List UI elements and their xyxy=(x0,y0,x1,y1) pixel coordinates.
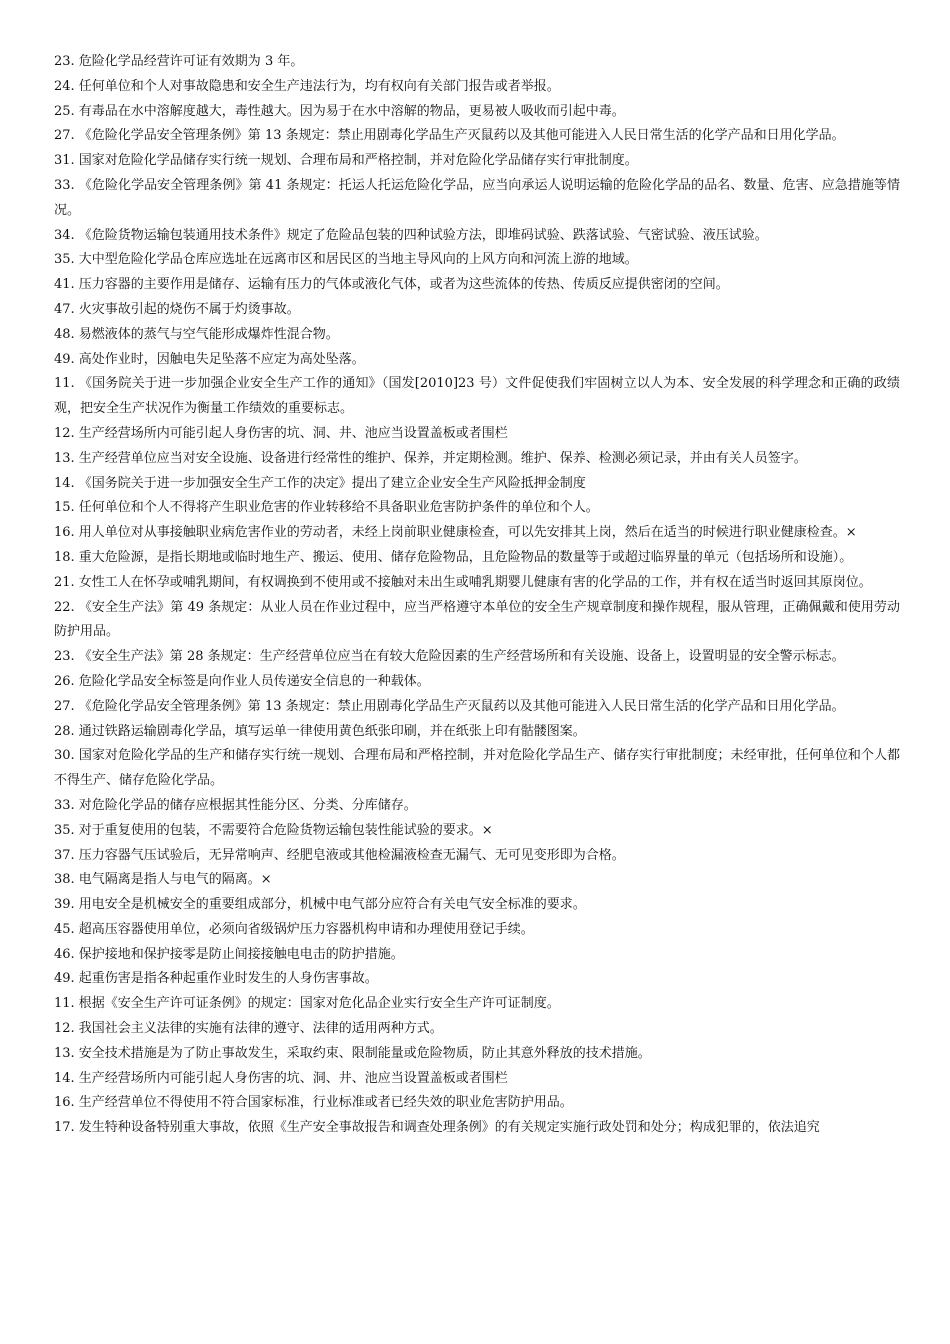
list-item: 31. 国家对危险化学品储存实行统一规划、合理布局和严格控制，并对危险化学品储存实行审批制度。 xyxy=(54,153,638,169)
list-item: 14. 生产经营场所内可能引起人身伤害的坑、洞、井、池应当设置盖板或者围栏 xyxy=(54,1070,508,1086)
document-page xyxy=(54,50,900,1141)
list-item: 34. 《危险货物运输包装通用技术条件》规定了危险品包装的四种试验方法，即堆码试验、跌落试验、气密试验、液压试验。 xyxy=(54,227,768,243)
list-item: 28. 通过铁路运输剧毒化学品，填写运单一律使用黄色纸张印刷，并在纸张上印有骷髅图案。 xyxy=(54,723,586,739)
list-item: 22. 《安全生产法》第 49 条规定：从业人员在作业过程中，应当严格遵守本单位的安全生产规章制度和操作规程，服从管理，正确佩戴和使用劳动防护用品。 xyxy=(54,599,900,640)
list-item: 13. 安全技术措施是为了防止事故发生，采取约束、限制能量或危险物质，防止其意外释放的技术措施。 xyxy=(54,1045,651,1061)
list-item: 30. 国家对危险化学品的生产和储存实行统一规划、合理布局和严格控制，并对危险化学品生产、储存实行审批制度；未经审批，任何单位和个人都不得生产、储存危险化学品。 xyxy=(54,748,900,789)
list-item: 41. 压力容器的主要作用是储存、运输有压力的气体或液化气体，或者为这些流体的传热、传质反应提供密闭的空间。 xyxy=(54,277,729,293)
list-item: 49. 高处作业时，因触电失足坠落不应定为高处坠落。 xyxy=(54,351,365,367)
list-item: 25. 有毒品在水中溶解度越大，毒性越大。因为易于在水中溶解的物品，更易被人吸收而引起中毒。 xyxy=(54,103,625,119)
list-item: 33. 对危险化学品的储存应根据其性能分区、分类、分库储存。 xyxy=(54,797,417,813)
list-item: 11. 《国务院关于进一步加强企业安全生产工作的通知》（国发[2010]23 号）文件促使我们牢固树立以人为本、安全发展的科学理念和正确的政绩观，把安全生产状况作为衡量工作绩效的重要标志。 xyxy=(54,376,900,417)
list-item: 27. 《危险化学品安全管理条例》第 13 条规定：禁止用剧毒化学品生产灭鼠药以及其他可能进入人民日常生活的化学产品和日用化学品。 xyxy=(54,698,845,714)
list-item: 48. 易燃液体的蒸气与空气能形成爆炸性混合物。 xyxy=(54,326,339,342)
list-item: 14. 《国务院关于进一步加强安全生产工作的决定》提出了建立企业安全生产风险抵押金制度 xyxy=(54,475,586,491)
list-item: 23. 危险化学品经营许可证有效期为 3 年。 xyxy=(54,54,304,69)
list-item: 26. 危险化学品安全标签是向作业人员传递安全信息的一种载体。 xyxy=(54,673,430,689)
list-item: 37. 压力容器气压试验后，无异常响声、经肥皂液或其他检漏液检查无漏气、无可见变形即为合格。 xyxy=(54,847,625,863)
list-item: 21. 女性工人在怀孕或哺乳期间，有权调换到不使用或不接触对未出生或哺乳期婴儿健康有害的化学品的工作，并有权在适当时返回其原岗位。 xyxy=(54,574,872,590)
list-item: 49. 起重伤害是指各种起重作业时发生的人身伤害事故。 xyxy=(54,971,378,987)
list-item: 35. 大中型危险化学品仓库应选址在远离市区和居民区的当地主导风向的上风方向和河流上游的地域。 xyxy=(54,252,638,268)
list-item: 45. 超高压容器使用单位，必须向省级锅炉压力容器机构申请和办理使用登记手续。 xyxy=(54,921,534,937)
list-item: 33. 《危险化学品安全管理条例》第 41 条规定：托运人托运危险化学品，应当向承运人说明运输的危险化学品的品名、数量、危害、应急措施等情况。 xyxy=(54,177,900,218)
list-item: 47. 火灾事故引起的烧伤不属于灼烫事故。 xyxy=(54,301,300,317)
list-item: 16. 用人单位对从事接触职业病危害作业的劳动者，未经上岗前职业健康检查，可以先安排其上岗，然后在适当的时候进行职业健康检查。× xyxy=(54,525,857,541)
list-item: 23. 《安全生产法》第 28 条规定：生产经营单位应当在有较大危险因素的生产经营场所和有关设施、设备上，设置明显的安全警示标志。 xyxy=(54,649,845,665)
list-item: 18. 重大危险源，是指长期地或临时地生产、搬运、使用、储存危险物品，且危险物品的数量等于或超过临界量的单元（包括场所和设施）。 xyxy=(54,549,853,565)
list-item: 17. 发生特种设备特别重大事故，依照《生产安全事故报告和调查处理条例》的有关规定实施行政处罚和处分；构成犯罪的，依法追究 xyxy=(54,1120,820,1136)
list-item: 12. 我国社会主义法律的实施有法律的遵守、法律的适用两种方式。 xyxy=(54,1021,443,1037)
list-item: 24. 任何单位和个人对事故隐患和安全生产违法行为，均有权向有关部门报告或者举报。 xyxy=(54,78,560,94)
list-item: 12. 生产经营场所内可能引起人身伤害的坑、洞、井、池应当设置盖板或者围栏 xyxy=(54,425,508,441)
list-item: 46. 保护接地和保护接零是防止间接接触电电击的防护措施。 xyxy=(54,946,404,962)
list-item: 39. 用电安全是机械安全的重要组成部分，机械中电气部分应符合有关电气安全标准的要求。 xyxy=(54,897,586,913)
list-item: 27. 《危险化学品安全管理条例》第 13 条规定：禁止用剧毒化学品生产灭鼠药以及其他可能进入人民日常生活的化学产品和日用化学品。 xyxy=(54,128,845,144)
list-item: 15. 任何单位和个人不得将产生职业危害的作业转移给不具备职业危害防护条件的单位和个人。 xyxy=(54,500,599,516)
list-item: 35. 对于重复使用的包装，不需要符合危险货物运输包装性能试验的要求。× xyxy=(54,822,493,838)
list-item: 38. 电气隔离是指人与电气的隔离。× xyxy=(54,872,272,888)
list-item: 16. 生产经营单位不得使用不符合国家标准，行业标准或者已经失效的职业危害防护用品。 xyxy=(54,1095,573,1111)
list-item: 13. 生产经营单位应当对安全设施、设备进行经常性的维护、保养，并定期检测。维护、保养、检测必须记录，并由有关人员签字。 xyxy=(54,450,807,466)
list-item: 11. 根据《安全生产许可证条例》的规定：国家对危化品企业实行安全生产许可证制度。 xyxy=(54,996,560,1012)
